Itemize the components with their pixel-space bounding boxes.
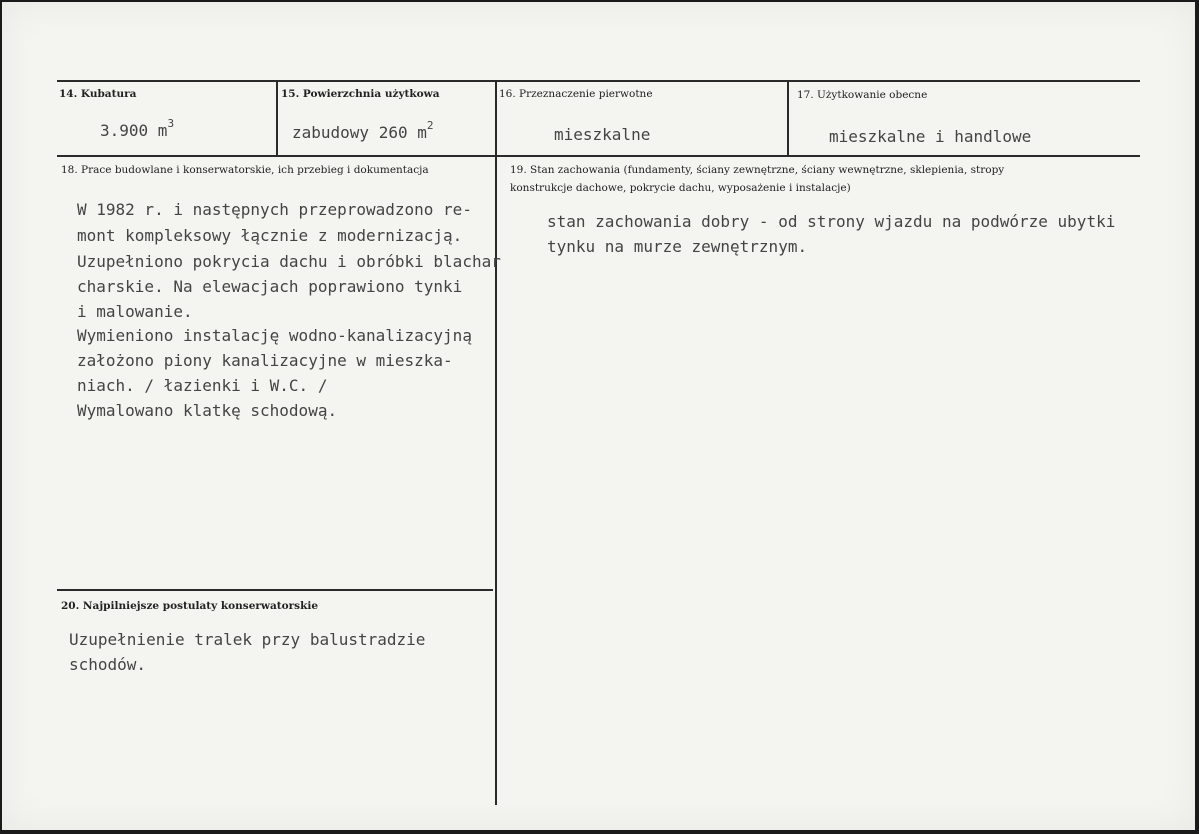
field-19-line: stan zachowania dobry - od strony wjazdu na podwórze ubytki (547, 212, 1116, 231)
field-18-line: Wymieniono instalację wodno-kanalizacyjną (77, 326, 472, 345)
field-15-value: zabudowy 260 $m^2$ (292, 119, 434, 142)
field-18-line: Uzupełniono pokrycia dachu i obróbki blachar (77, 252, 501, 271)
field-15-unit-superscript: 2 (426, 119, 434, 132)
field-14-value: 3.900 $m^3$ (100, 117, 175, 140)
record-card (2, 2, 1195, 830)
field-18-line: i malowanie. (77, 302, 193, 321)
field-15-label: 15. Powierzchnia użytkowa (281, 88, 440, 100)
field-18-line: Wymalowano klatkę schodową. (77, 401, 338, 420)
field-20-label: 20. Najpilniejsze postulaty konserwatorskie (61, 600, 319, 612)
field-20-top-rule (57, 589, 493, 591)
field-18-line: charskie. Na elewacjach poprawiono tynki (77, 277, 463, 296)
field-20-line: schodów. (69, 655, 147, 674)
field-20-line: Uzupełnienie tralek przy balustradzie (69, 630, 426, 649)
field-19-line: tynku na murze zewnętrznym. (547, 237, 808, 256)
divider-16-17 (787, 80, 789, 157)
field-19-label-cont: konstrukcje dachowe, pokrycie dachu, wyposażenie i instalacje) (510, 182, 851, 194)
field-16-value: mieszkalne (554, 125, 651, 144)
field-18-line: niach. / łazienki i W.C. / (77, 376, 328, 395)
header-bottom-rule (57, 155, 1140, 157)
field-17-value: mieszkalne i handlowe (829, 127, 1032, 146)
field-19-label: 19. Stan zachowania (fundamenty, ściany zewnętrzne, ściany wewnętrzne, sklepienia, stropy (510, 164, 1005, 176)
field-17-label: 17. Użytkowanie obecne (797, 89, 928, 101)
field-16-label: 16. Przeznaczenie pierwotne (499, 88, 653, 100)
field-18-line: W 1982 r. i następnych przeprowadzono re- (77, 200, 472, 219)
field-18-label: 18. Prace budowlane i konserwatorskie, ich przebieg i dokumentacja (61, 164, 429, 176)
field-18-line: założono piony kanalizacyjne w mieszka- (77, 351, 453, 370)
field-14-label: 14. Kubatura (59, 88, 137, 100)
field-14-unit-superscript: 3 (167, 117, 175, 130)
field-18-line: mont kompleksowy łącznie z modernizacją. (77, 226, 463, 245)
top-rule (57, 80, 1140, 82)
divider-15-16 (495, 80, 497, 157)
divider-14-15 (276, 80, 278, 157)
